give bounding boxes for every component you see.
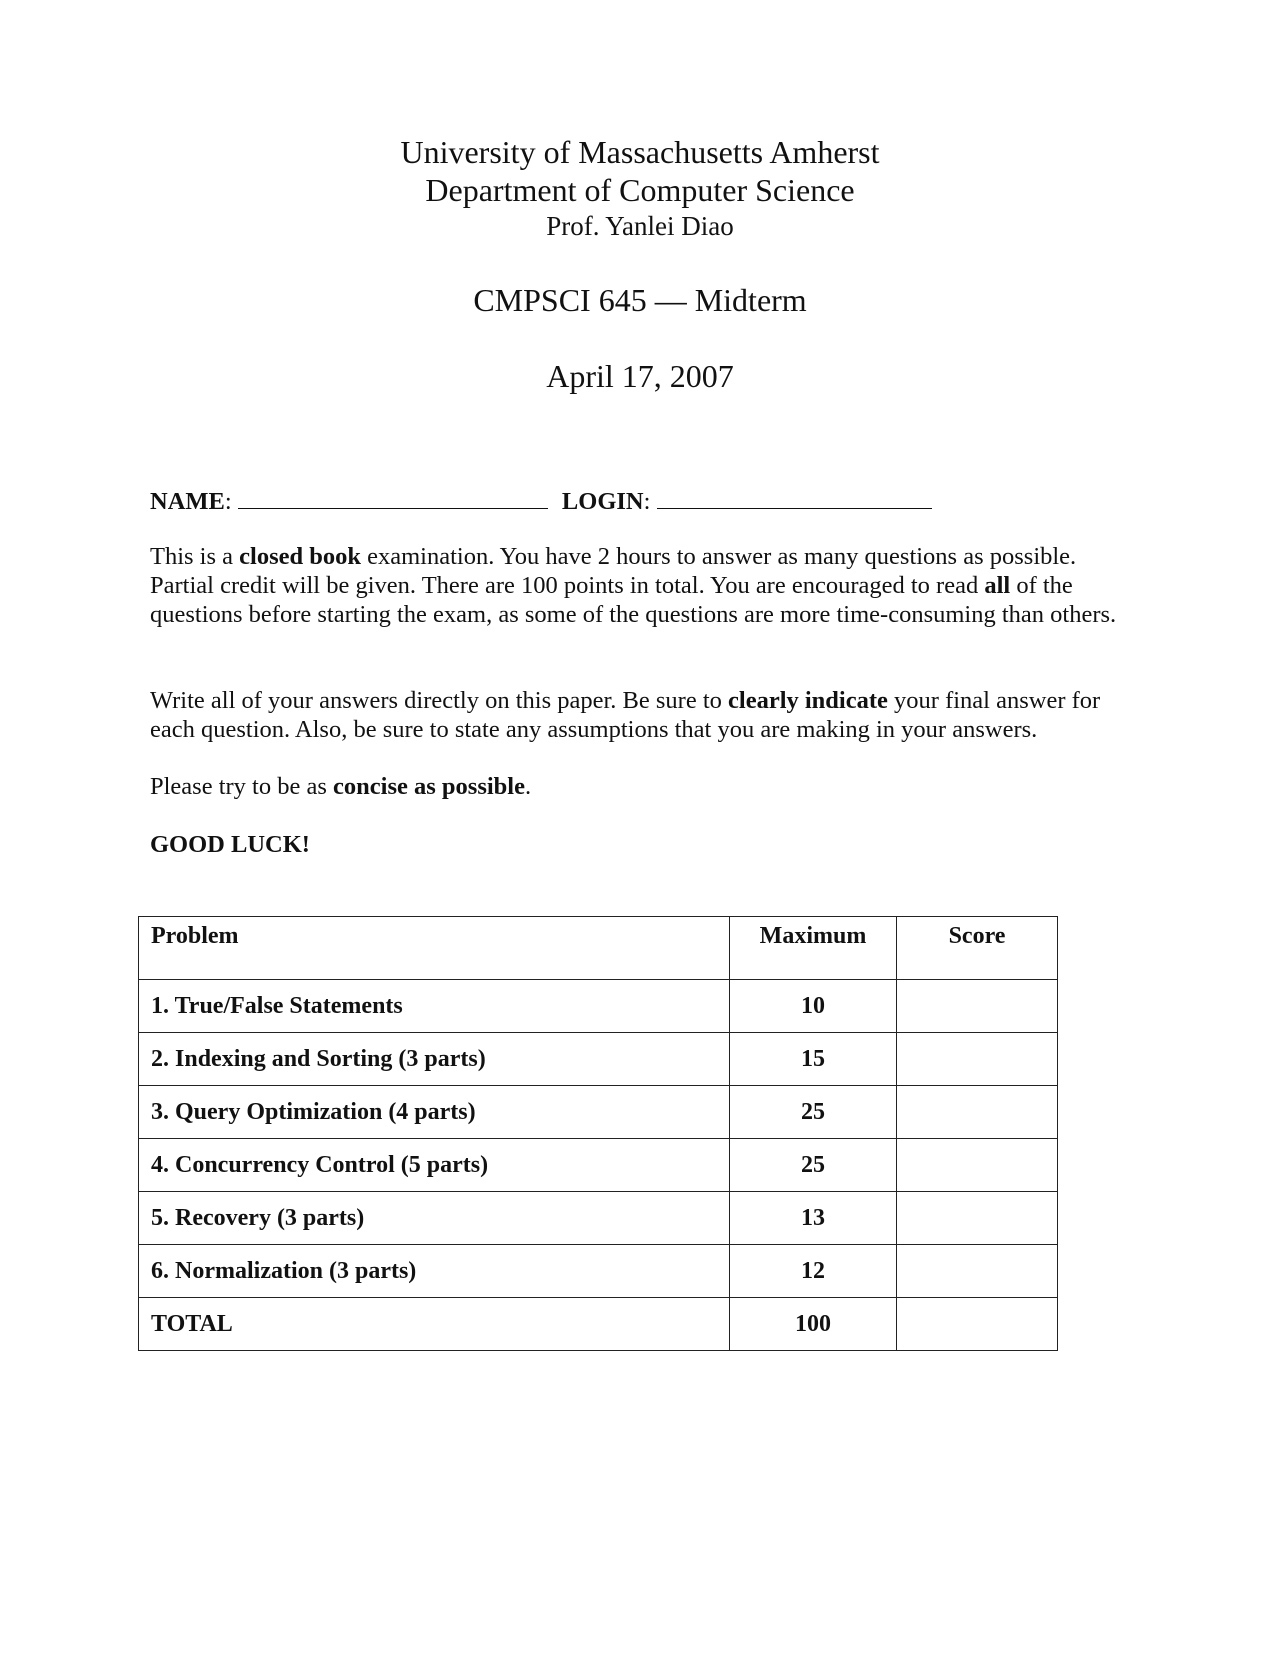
score-cell[interactable] xyxy=(897,1086,1058,1139)
total-label-cell: TOTAL xyxy=(139,1298,730,1351)
score-table-header-row xyxy=(139,917,1058,980)
score-table xyxy=(138,916,1058,1351)
table-row xyxy=(139,1086,1058,1139)
score-cell[interactable] xyxy=(897,1192,1058,1245)
table-row xyxy=(139,1245,1058,1298)
score-cell[interactable] xyxy=(897,1033,1058,1086)
problem-cell: 2. Indexing and Sorting (3 parts) xyxy=(139,1033,730,1086)
table-row xyxy=(139,1033,1058,1086)
total-maximum-cell: 100 xyxy=(730,1298,897,1351)
header-maximum: Maximum xyxy=(730,917,897,980)
table-row-total xyxy=(139,1298,1058,1351)
name-login-line xyxy=(150,486,1130,516)
header-problem: Problem xyxy=(139,917,730,980)
course-title: CMPSCI 645 — Midterm xyxy=(473,282,807,318)
header-score: Score xyxy=(897,917,1058,980)
instructions-paragraph-1 xyxy=(150,542,1130,629)
name-label: NAME xyxy=(150,488,225,515)
maximum-cell: 12 xyxy=(730,1245,897,1298)
problem-cell: 5. Recovery (3 parts) xyxy=(139,1192,730,1245)
maximum-cell: 25 xyxy=(730,1139,897,1192)
login-colon: : xyxy=(643,488,651,515)
exam-date: April 17, 2007 xyxy=(546,358,734,394)
problem-cell: 4. Concurrency Control (5 parts) xyxy=(139,1139,730,1192)
p1-text-e: of the questions before starting the exam, as some of the questions are more time-consuming than others. xyxy=(150,572,1117,628)
score-cell[interactable] xyxy=(897,1139,1058,1192)
department-name: Department of Computer Science xyxy=(425,172,855,208)
p2-text-a: Write all of your answers directly on this paper. Be sure to xyxy=(150,687,729,714)
login-label: LOGIN xyxy=(561,488,644,515)
table-row xyxy=(139,1192,1058,1245)
instructions-paragraph-3 xyxy=(150,772,1130,801)
university-name: University of Massachusetts Amherst xyxy=(400,134,880,170)
score-cell[interactable] xyxy=(897,980,1058,1033)
table-row xyxy=(139,980,1058,1033)
p1-bold-closed-book: closed book xyxy=(239,543,361,570)
maximum-cell: 15 xyxy=(730,1033,897,1086)
p3-text-a: Please try to be as xyxy=(150,773,334,800)
p3-text-c: . xyxy=(524,773,532,800)
instructions-paragraph-2 xyxy=(150,686,1130,744)
good-luck-text: GOOD LUCK! xyxy=(150,831,310,858)
score-cell[interactable] xyxy=(897,1245,1058,1298)
name-colon: : xyxy=(224,488,232,515)
p1-text-a: This is a xyxy=(150,543,240,570)
total-score-cell[interactable] xyxy=(897,1298,1058,1351)
problem-cell: 6. Normalization (3 parts) xyxy=(139,1245,730,1298)
exam-header xyxy=(0,133,1280,395)
p2-bold-clearly-indicate: clearly indicate xyxy=(728,687,888,714)
table-row xyxy=(139,1139,1058,1192)
professor-name: Prof. Yanlei Diao xyxy=(546,211,734,241)
problem-cell: 3. Query Optimization (4 parts) xyxy=(139,1086,730,1139)
maximum-cell: 10 xyxy=(730,980,897,1033)
login-blank-field[interactable] xyxy=(657,486,932,509)
name-blank-field[interactable] xyxy=(238,486,548,509)
maximum-cell: 25 xyxy=(730,1086,897,1139)
p1-bold-all: all xyxy=(984,572,1011,599)
problem-cell: 1. True/False Statements xyxy=(139,980,730,1033)
maximum-cell: 13 xyxy=(730,1192,897,1245)
p2-text-c: your final answer for each question. Also, be sure to state any assumptions that you are making in your answers. xyxy=(150,687,1101,743)
p3-bold-concise: concise as possible xyxy=(333,773,525,800)
p1-text-c: examination. You have 2 hours to answer as many questions as possible. Partial credit will be given. There are 100 points in total. You are encouraged to read xyxy=(150,543,1077,599)
